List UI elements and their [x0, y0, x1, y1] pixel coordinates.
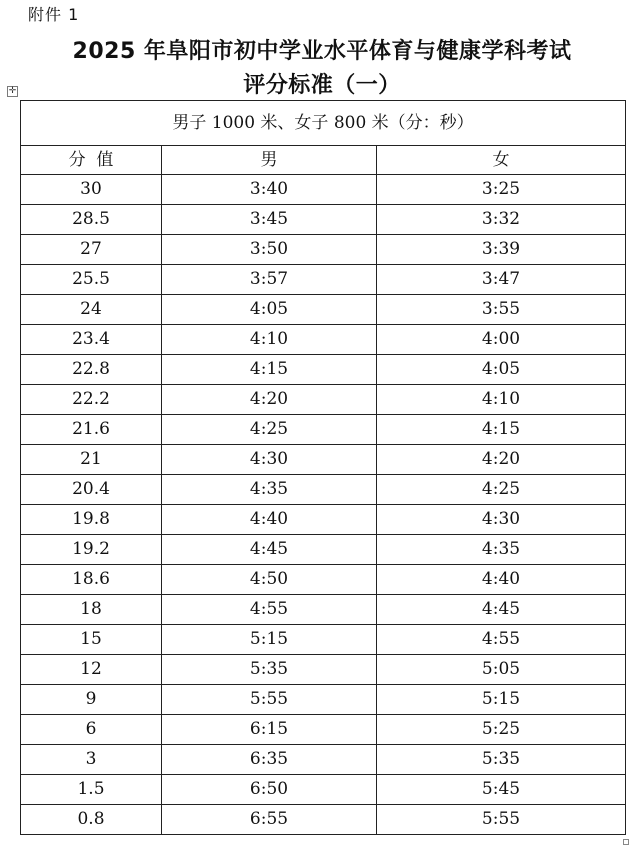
table-row — [21, 475, 626, 505]
table-row — [21, 805, 626, 835]
male-time-cell: 4:40 — [162, 505, 377, 535]
male-time-cell: 4:50 — [162, 565, 377, 595]
score-cell: 24 — [21, 295, 162, 325]
document-title-line1: 2025 年阜阳市初中学业水平体育与健康学科考试 — [72, 39, 572, 64]
score-cell: 0.8 — [21, 805, 162, 835]
table-row — [21, 385, 626, 415]
male-time-cell: 4:30 — [162, 445, 377, 475]
male-time-cell: 4:45 — [162, 535, 377, 565]
male-time-cell: 3:45 — [162, 205, 377, 235]
female-time-cell: 4:55 — [377, 625, 626, 655]
table-row — [21, 295, 626, 325]
score-cell: 28.5 — [21, 205, 162, 235]
female-time-cell: 5:45 — [377, 775, 626, 805]
header-score: 分 值 — [21, 146, 162, 175]
table-header-row — [21, 146, 626, 175]
score-cell: 12 — [21, 655, 162, 685]
male-time-cell: 4:05 — [162, 295, 377, 325]
score-cell: 1.5 — [21, 775, 162, 805]
male-time-cell: 6:35 — [162, 745, 377, 775]
female-time-cell: 4:15 — [377, 415, 626, 445]
male-time-cell: 4:10 — [162, 325, 377, 355]
table-row — [21, 685, 626, 715]
score-cell: 23.4 — [21, 325, 162, 355]
score-cell: 15 — [21, 625, 162, 655]
score-cell: 30 — [21, 175, 162, 205]
score-cell: 18 — [21, 595, 162, 625]
table-row — [21, 505, 626, 535]
score-cell: 20.4 — [21, 475, 162, 505]
table-row — [21, 715, 626, 745]
female-time-cell: 4:45 — [377, 595, 626, 625]
table-row — [21, 325, 626, 355]
female-time-cell: 4:35 — [377, 535, 626, 565]
score-cell: 19.2 — [21, 535, 162, 565]
table-row — [21, 625, 626, 655]
female-time-cell: 4:30 — [377, 505, 626, 535]
female-time-cell: 3:25 — [377, 175, 626, 205]
female-time-cell: 4:00 — [377, 325, 626, 355]
female-time-cell: 4:10 — [377, 385, 626, 415]
table-row — [21, 745, 626, 775]
male-time-cell: 4:55 — [162, 595, 377, 625]
male-time-cell: 3:40 — [162, 175, 377, 205]
male-time-cell: 6:15 — [162, 715, 377, 745]
table-caption-row — [21, 101, 626, 146]
table-row — [21, 775, 626, 805]
score-cell: 21 — [21, 445, 162, 475]
score-cell: 21.6 — [21, 415, 162, 445]
female-time-cell: 5:35 — [377, 745, 626, 775]
score-cell: 6 — [21, 715, 162, 745]
female-time-cell: 5:55 — [377, 805, 626, 835]
score-cell: 19.8 — [21, 505, 162, 535]
table-row — [21, 445, 626, 475]
male-time-cell: 5:15 — [162, 625, 377, 655]
table-row — [21, 415, 626, 445]
table-row — [21, 175, 626, 205]
table-row — [21, 595, 626, 625]
female-time-cell: 4:25 — [377, 475, 626, 505]
header-male: 男 — [162, 146, 377, 175]
score-cell: 3 — [21, 745, 162, 775]
table-row — [21, 655, 626, 685]
female-time-cell: 3:47 — [377, 265, 626, 295]
attachment-label: 附件 1 — [28, 5, 80, 24]
female-time-cell: 5:25 — [377, 715, 626, 745]
table-row — [21, 535, 626, 565]
table-caption: 男子 1000 米、女子 800 米（分：秒） — [21, 101, 626, 146]
female-time-cell: 5:15 — [377, 685, 626, 715]
female-time-cell: 4:05 — [377, 355, 626, 385]
male-time-cell: 4:20 — [162, 385, 377, 415]
table-row — [21, 565, 626, 595]
female-time-cell: 3:55 — [377, 295, 626, 325]
header-female: 女 — [377, 146, 626, 175]
score-cell: 22.2 — [21, 385, 162, 415]
male-time-cell: 4:35 — [162, 475, 377, 505]
female-time-cell: 3:32 — [377, 205, 626, 235]
resize-square-icon[interactable] — [623, 839, 629, 845]
male-time-cell: 6:55 — [162, 805, 377, 835]
score-cell: 22.8 — [21, 355, 162, 385]
document-title-line2: 评分标准（一） — [243, 73, 401, 98]
male-time-cell: 5:55 — [162, 685, 377, 715]
table-row — [21, 265, 626, 295]
table-row — [21, 205, 626, 235]
male-time-cell: 3:57 — [162, 265, 377, 295]
male-time-cell: 5:35 — [162, 655, 377, 685]
score-cell: 18.6 — [21, 565, 162, 595]
male-time-cell: 6:50 — [162, 775, 377, 805]
score-cell: 27 — [21, 235, 162, 265]
female-time-cell: 4:40 — [377, 565, 626, 595]
move-cross-icon[interactable]: ✛ — [8, 86, 17, 96]
male-time-cell: 4:15 — [162, 355, 377, 385]
table-row — [21, 235, 626, 265]
table-row — [21, 355, 626, 385]
score-cell: 9 — [21, 685, 162, 715]
male-time-cell: 3:50 — [162, 235, 377, 265]
female-time-cell: 3:39 — [377, 235, 626, 265]
scoring-table — [20, 100, 626, 835]
score-cell: 25.5 — [21, 265, 162, 295]
female-time-cell: 4:20 — [377, 445, 626, 475]
male-time-cell: 4:25 — [162, 415, 377, 445]
female-time-cell: 5:05 — [377, 655, 626, 685]
